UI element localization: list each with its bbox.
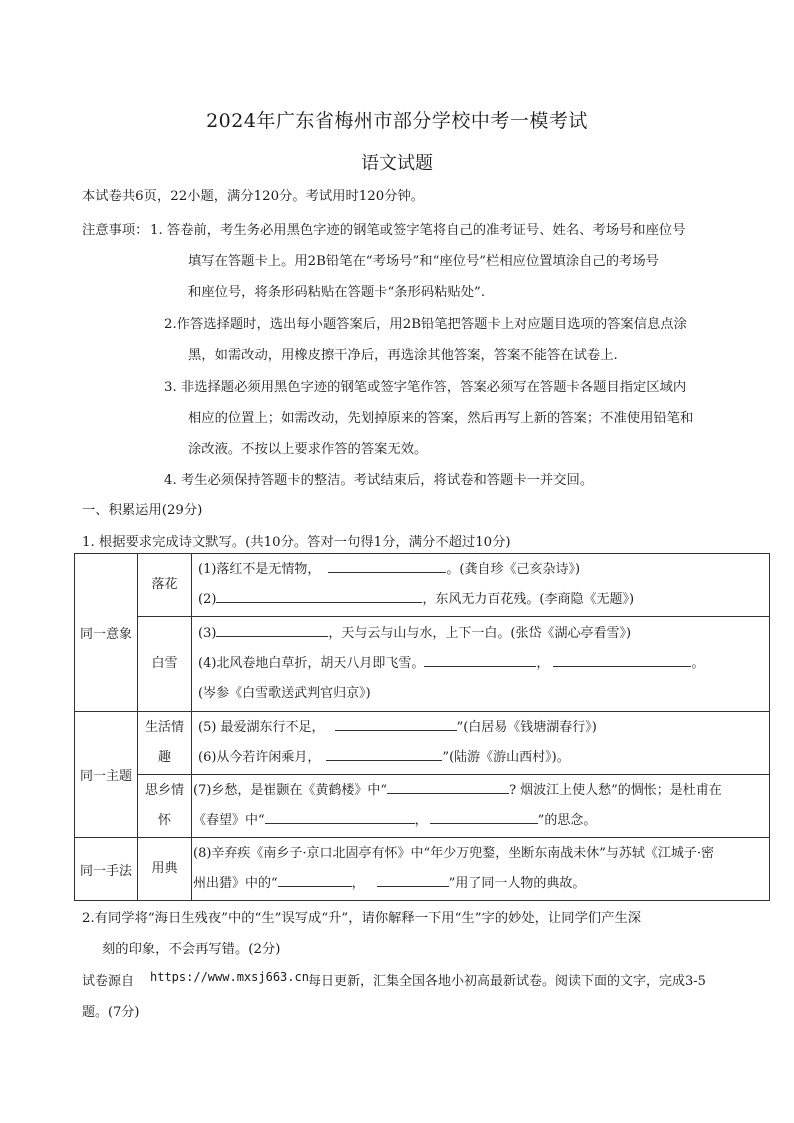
note-2-line-1: 2.作答选择题时，选出每小题答案后，用2B铅笔把答题卡上对应题目选项的答案信息点涂	[164, 317, 687, 332]
question-2-line-1: 2.有同学将“海日生残夜”中的“生”误写成“升”，请你解释一下用“生”字的妙处，让同学们产生深	[82, 911, 642, 926]
answer-blank[interactable]	[430, 809, 538, 824]
note-3-line-1: 3. 非选择题必须用黑色字迹的钢笔或签字笔作答，答案必须写在答题卡各题目指定区域内	[164, 380, 687, 395]
question-1: 1. 根据要求完成诗文默写。(共10分。答对一句得1分，满分不超过10分)	[82, 535, 511, 550]
item-6: (6)从今若许闲乘月， ”(陆游《游山西村》)。	[198, 743, 769, 773]
item-1: (1)落红不是无情物， 。(龚自珍《己亥杂诗》)	[198, 555, 769, 585]
answer-blank[interactable]	[553, 652, 691, 667]
note-4: 4. 考生必须保持答题卡的整洁。考试结束后，将试卷和答题卡一并交回。	[164, 473, 594, 488]
item-7-cont: 《春望》中“ ， ”的思念。	[193, 806, 769, 836]
source-label: 试卷源自	[82, 974, 135, 989]
note-3-line-2: 相应的位置上；如需改动，先划掉原来的答案，然后再写上新的答案；不准使用铅笔和	[188, 411, 694, 426]
question-2-line-2: 刻的印象，不会再写错。(2分)	[102, 942, 281, 957]
category-same-technique: 同一手法	[75, 838, 138, 901]
answer-blank[interactable]	[335, 716, 457, 731]
question-3-continuation: 题。(7分)	[82, 1005, 140, 1020]
exam-title: 2024年广东省梅州市部分学校中考一模考试	[206, 110, 588, 132]
dictation-table	[74, 553, 770, 901]
exam-intro: 本试卷共6页，22小题，满分120分。考试用时120分钟。	[82, 189, 425, 204]
item-4-source: (岑参《白雪歌送武判官归京》)	[198, 686, 371, 701]
item-4: (4)北风卷地白草折，胡天八月即飞雪。 ， 。	[198, 649, 769, 679]
note-1-line-1: 1. 答卷前，考生务必用黑色字迹的钢笔或签字笔将自己的准考证号、姓名、考场号和座位号	[150, 223, 686, 238]
answer-blank[interactable]	[216, 588, 422, 603]
allusion-cell	[192, 838, 770, 901]
item-5: (5) 最爱湖东行不足， ”(白居易《钱塘湖春行》)	[198, 713, 769, 743]
answer-blank[interactable]	[326, 746, 442, 761]
note-3-line-3: 涂改液。不按以上要求作答的答案无效。	[188, 442, 428, 457]
life-interest-cell	[192, 712, 770, 775]
category-same-theme: 同一主题	[75, 712, 138, 838]
item-8-cont: 州出猎》中的“ ， ”用了同一人物的典故。	[193, 869, 769, 899]
notes-label: 注意事项：	[82, 223, 149, 238]
item-8: (8)辛弃疾《南乡子·京口北固亭有怀》中“年少万兜鍪，坐断东南战未休”与苏轼《江城子·密	[193, 846, 714, 861]
sub-luohua: 落花	[138, 554, 192, 617]
item-3: (3) ，天与云与山与水，上下一白。(张岱《湖心亭看雪》)	[198, 619, 769, 649]
sub-homesick: 思乡情 怀	[138, 775, 192, 838]
note-2-line-2: 黑，如需改动，用橡皮擦干净后，再选涂其他答案，答案不能答在试卷上.	[188, 348, 618, 363]
category-same-image: 同一意象	[75, 554, 138, 712]
answer-blank[interactable]	[278, 872, 352, 887]
answer-blank[interactable]	[424, 652, 536, 667]
baixue-cell	[192, 617, 770, 712]
note-1-line-3: 和座位号，将条形码粘贴在答题卡“条形码粘贴处”.	[188, 285, 486, 300]
luohua-cell	[192, 554, 770, 617]
item-2: (2) ，东风无力百花残。(李商隐《无题》)	[198, 585, 769, 615]
answer-blank[interactable]	[377, 872, 449, 887]
note-1-line-2: 填写在答题卡上。用2B铅笔在“考场号”和“座位号”栏相应位置填涂自己的考场号	[188, 254, 659, 269]
source-url[interactable]: https://www.mxsj663.cn	[150, 970, 309, 984]
answer-blank[interactable]	[328, 558, 446, 573]
answer-blank[interactable]	[387, 779, 509, 794]
source-text: 每日更新，汇集全国各地小初高最新试卷。阅读下面的文字，完成3-5	[308, 974, 706, 989]
exam-subtitle: 语文试题	[361, 153, 433, 174]
sub-baixue: 白雪	[138, 617, 192, 712]
sub-life-interest: 生活情 趣	[138, 712, 192, 775]
item-7: (7)乡愁，是崔颢在《黄鹤楼》中“ ? 烟波江上使人愁”的惆怅；是杜甫在	[193, 776, 769, 806]
answer-blank[interactable]	[265, 809, 415, 824]
sub-allusion: 用典	[138, 838, 192, 901]
answer-blank[interactable]	[216, 622, 328, 637]
section-heading: 一、积累运用(29分)	[82, 503, 203, 518]
homesick-cell	[192, 775, 770, 838]
